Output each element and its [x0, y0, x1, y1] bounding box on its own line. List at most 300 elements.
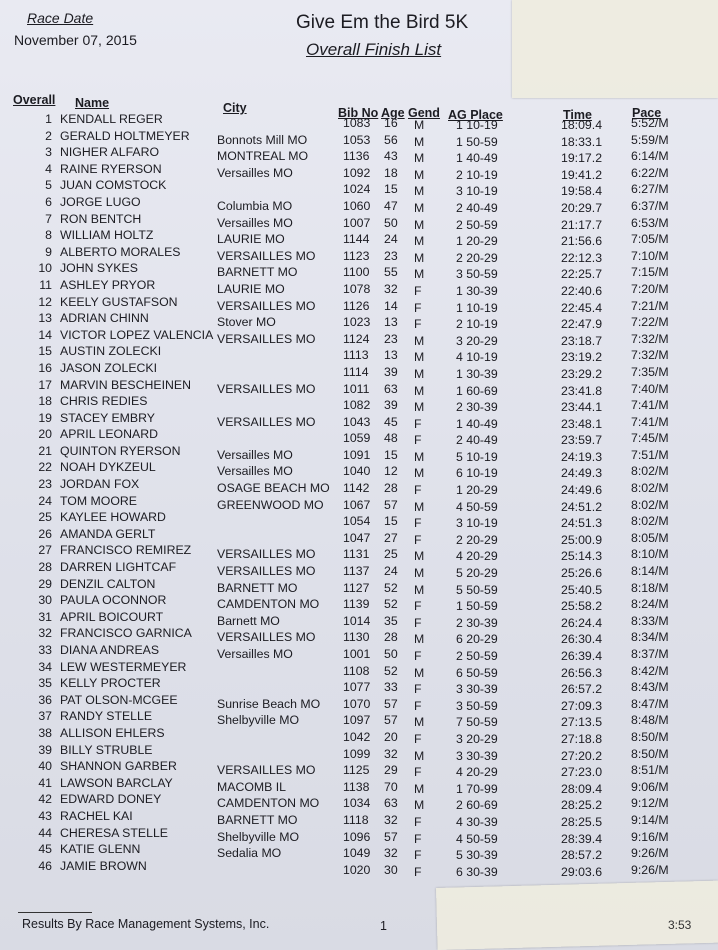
col-header-pace: Pace [632, 106, 662, 120]
cell-age: 47 [384, 198, 398, 213]
cell-overall: 15 [38, 344, 52, 359]
cell-age: 45 [384, 414, 398, 429]
cell-ag-place: 6 50-59 [456, 665, 498, 680]
cell-city: Versailles MO [217, 647, 293, 661]
cell-age: 52 [384, 597, 398, 612]
cell-gender: M [414, 151, 425, 166]
cell-pace: 9:14/M [631, 812, 669, 827]
cell-city: Bonnots Mill MO [217, 132, 308, 147]
cell-overall: 18 [38, 394, 52, 409]
cell-city: CAMDENTON MO [217, 597, 320, 612]
cell-ag-place: 2 40-49 [456, 433, 498, 448]
table-row [0, 194, 718, 215]
table-row [0, 742, 718, 763]
table-row [0, 128, 718, 149]
cell-ag-place: 4 50-59 [456, 499, 498, 514]
cell-gender: M [414, 449, 425, 464]
cell-overall: 2 [45, 128, 52, 143]
cell-time: 18:33.1 [561, 134, 603, 149]
cell-pace: 5:59/M [631, 132, 669, 147]
cell-gender: M [414, 250, 425, 265]
cell-pace: 8:51/M [631, 763, 669, 778]
cell-gender: F [414, 731, 422, 746]
cell-time: 23:41.8 [561, 383, 603, 398]
table-row [0, 676, 718, 697]
cell-time: 24:49.6 [561, 483, 603, 498]
cell-age: 27 [384, 530, 398, 545]
cell-gender: F [414, 317, 422, 332]
cell-pace: 6:37/M [631, 198, 669, 213]
cell-time: 18:09.4 [561, 118, 603, 132]
race-date-value: November 07, 2015 [14, 32, 137, 48]
cell-gender: M [414, 366, 425, 381]
cell-name: PAULA OCONNOR [60, 593, 167, 608]
cell-time: 23:59.7 [561, 433, 603, 448]
cell-age: 30 [384, 862, 398, 877]
cell-time: 26:39.4 [561, 649, 603, 663]
cell-ag-place: 3 50-59 [456, 267, 498, 282]
cell-city: VERSAILLES MO [217, 547, 316, 562]
cell-name: MARVIN BESCHEINEN [60, 377, 191, 392]
cell-pace: 8:48/M [631, 713, 669, 728]
cell-bib: 1130 [343, 630, 370, 645]
cell-overall: 35 [38, 676, 52, 691]
col-header-name: Name [75, 96, 110, 110]
cell-bib: 1083 [343, 116, 371, 130]
table-row [0, 244, 718, 265]
cell-overall: 29 [38, 576, 52, 591]
cell-ag-place: 1 40-49 [456, 151, 498, 166]
cell-name: ALBERTO MORALES [60, 244, 181, 259]
cell-overall: 22 [38, 460, 52, 475]
cell-city: OSAGE BEACH MO [217, 481, 330, 496]
cell-overall: 39 [38, 742, 52, 757]
table-row [0, 560, 718, 581]
cell-city: VERSAILLES MO [217, 564, 316, 579]
cell-name: WILLIAM HOLTZ [60, 228, 154, 243]
cell-bib: 1053 [343, 132, 371, 147]
cell-bib: 1144 [343, 232, 370, 247]
cell-time: 21:56.6 [561, 234, 603, 249]
cell-bib: 1047 [343, 530, 371, 545]
cell-ag-place: 3 10-19 [456, 184, 498, 199]
cell-pace: 7:32/M [631, 331, 669, 346]
cell-age: 32 [384, 846, 398, 861]
cell-name: AMANDA GERLT [60, 526, 156, 541]
cell-gender: M [414, 781, 425, 796]
table-row [0, 377, 718, 398]
cell-pace: 8:50/M [631, 746, 669, 761]
cell-overall: 36 [38, 692, 52, 707]
cell-ag-place: 1 10-19 [456, 300, 498, 315]
cell-age: 24 [384, 232, 398, 247]
cell-overall: 30 [38, 593, 52, 608]
cell-bib: 1014 [343, 613, 371, 628]
cell-overall: 40 [38, 759, 52, 774]
cell-overall: 41 [38, 775, 52, 790]
table-row [0, 593, 718, 614]
cell-ag-place: 1 50-59 [456, 134, 498, 149]
cell-age: 57 [384, 696, 398, 711]
cell-city: VERSAILLES MO [217, 630, 316, 645]
cell-name: DENZIL CALTON [60, 576, 156, 591]
cell-gender: M [414, 566, 425, 581]
table-row [0, 709, 718, 730]
cell-time: 25:26.6 [561, 566, 603, 581]
cell-time: 24:49.3 [561, 466, 603, 481]
cell-time: 19:58.4 [561, 184, 603, 199]
cell-time: 21:17.7 [561, 217, 603, 232]
cell-city: BARNETT MO [217, 580, 298, 595]
table-row [0, 344, 718, 365]
cell-ag-place: 2 50-59 [456, 649, 498, 663]
cell-ag-place: 2 20-29 [456, 250, 498, 265]
cell-name: FRANCISCO REMIREZ [60, 543, 192, 558]
print-time-fragment: 3:53 [668, 918, 692, 932]
cell-bib: 1040 [343, 464, 371, 479]
cell-city: MACOMB IL [217, 779, 287, 794]
cell-age: 15 [384, 447, 398, 462]
cell-age: 43 [384, 149, 398, 164]
col-header-city: City [223, 101, 247, 115]
cell-name: JOHN SYKES [60, 261, 138, 276]
cell-age: 15 [384, 182, 398, 197]
table-row [0, 410, 718, 431]
cell-overall: 12 [38, 294, 52, 309]
cell-ag-place: 2 20-29 [456, 532, 498, 547]
cell-time: 25:58.2 [561, 599, 603, 614]
cell-gender: M [414, 167, 425, 182]
cell-bib: 1077 [343, 680, 371, 695]
table-row [0, 261, 718, 282]
cell-age: 13 [384, 315, 398, 330]
cell-pace: 9:26/M [631, 862, 669, 877]
cell-gender: M [414, 234, 425, 249]
table-row [0, 427, 718, 448]
cell-name: TOM MOORE [60, 493, 137, 508]
cell-age: 52 [384, 663, 398, 678]
cell-ag-place: 5 50-59 [456, 582, 498, 597]
cell-time: 27:18.8 [561, 731, 603, 746]
cell-pace: 7:22/M [631, 315, 669, 330]
cell-age: 56 [384, 132, 398, 147]
table-row [0, 643, 718, 663]
cell-city: GREENWOOD MO [217, 497, 324, 512]
cell-age: 16 [384, 116, 398, 130]
cell-city: Stover MO [217, 315, 276, 330]
cell-ag-place: 3 20-29 [456, 333, 498, 348]
cell-overall: 6 [45, 194, 52, 209]
cell-pace: 8:42/M [631, 663, 669, 678]
cell-name: JAMIE BROWN [60, 858, 147, 873]
cell-bib: 1060 [343, 198, 371, 213]
cell-pace: 8:14/M [631, 564, 669, 579]
cell-city: MONTREAL MO [217, 149, 309, 164]
cell-ag-place: 2 40-49 [456, 200, 498, 215]
table-row [0, 842, 718, 863]
table-row [0, 725, 718, 746]
cell-overall: 24 [38, 493, 52, 508]
cell-time: 20:29.7 [561, 200, 603, 215]
cell-gender: M [414, 350, 425, 365]
cell-name: DARREN LIGHTCAF [60, 560, 177, 575]
cell-ag-place: 3 30-39 [456, 748, 498, 763]
cell-bib: 1142 [343, 481, 370, 496]
cell-overall: 25 [38, 510, 52, 525]
table-row [0, 178, 718, 199]
cell-overall: 33 [38, 643, 52, 657]
cell-bib: 1067 [343, 497, 371, 512]
cell-pace: 7:41/M [631, 414, 669, 429]
cell-gender: F [414, 283, 422, 298]
cell-pace: 7:41/M [631, 398, 669, 413]
table-row [0, 145, 718, 166]
table-row [0, 825, 718, 846]
cell-overall: 1 [45, 112, 52, 126]
cell-city: Shelbyville MO [217, 829, 300, 844]
cell-age: 57 [384, 829, 398, 844]
cell-pace: 6:14/M [631, 149, 669, 164]
cell-name: EDWARD DONEY [60, 792, 162, 807]
table-row [0, 228, 718, 249]
cell-overall: 11 [39, 277, 52, 292]
tape-top-right [512, 0, 718, 98]
cell-overall: 19 [38, 410, 52, 425]
cell-pace: 7:32/M [631, 348, 669, 363]
cell-city: BARNETT MO [217, 265, 298, 280]
cell-overall: 28 [38, 560, 52, 575]
cell-city: VERSAILLES MO [217, 381, 316, 396]
cell-name: RAINE RYERSON [60, 161, 162, 176]
cell-overall: 20 [38, 427, 52, 442]
table-row [0, 443, 718, 464]
cell-gender: M [414, 267, 425, 282]
cell-time: 28:57.2 [561, 848, 603, 863]
cell-pace: 7:10/M [631, 248, 669, 263]
cell-age: 39 [384, 398, 398, 413]
cell-ag-place: 4 30-39 [456, 814, 498, 829]
cell-time: 25:14.3 [561, 549, 603, 564]
table-row [0, 327, 718, 348]
cell-name: KATIE GLENN [60, 842, 141, 857]
table-row [0, 510, 718, 531]
cell-city: Versailles MO [217, 464, 293, 479]
cell-age: 32 [384, 746, 398, 761]
cell-time: 28:09.4 [561, 781, 603, 796]
cell-gender: M [414, 200, 425, 215]
cell-pace: 7:40/M [631, 381, 669, 396]
cell-time: 22:40.6 [561, 283, 603, 298]
cell-ag-place: 6 20-29 [456, 632, 498, 647]
cell-overall: 4 [45, 161, 52, 176]
cell-bib: 1054 [343, 514, 371, 529]
cell-ag-place: 1 20-29 [456, 483, 498, 498]
cell-bib: 1131 [343, 547, 370, 562]
cell-ag-place: 2 10-19 [456, 317, 498, 332]
cell-name: KAYLEE HOWARD [60, 510, 166, 525]
cell-bib: 1070 [343, 696, 371, 711]
cell-bib: 1139 [343, 597, 370, 612]
cell-age: 55 [384, 265, 398, 280]
cell-time: 23:18.7 [561, 333, 603, 348]
table-row [0, 460, 718, 481]
cell-name: NIGHER ALFARO [60, 145, 160, 160]
cell-pace: 8:43/M [631, 680, 669, 695]
col-header-time: Time [563, 108, 592, 122]
cell-time: 19:41.2 [561, 167, 603, 182]
cell-ag-place: 3 30-39 [456, 682, 498, 697]
cell-overall: 13 [38, 311, 52, 326]
cell-name: JASON ZOLECKI [60, 360, 158, 375]
cell-gender: F [414, 831, 422, 846]
table-row [0, 526, 718, 547]
cell-age: 52 [384, 580, 398, 595]
cell-name: JORGE LUGO [60, 194, 141, 209]
cell-overall: 44 [38, 825, 52, 840]
cell-ag-place: 1 60-69 [456, 383, 498, 398]
cell-bib: 1138 [343, 779, 370, 794]
cell-time: 23:48.1 [561, 416, 603, 431]
cell-time: 25:40.5 [561, 582, 603, 597]
cell-overall: 42 [38, 792, 52, 807]
cell-pace: 7:20/M [631, 281, 669, 296]
table-row [0, 692, 718, 713]
cell-name: RANDY STELLE [60, 709, 153, 724]
cell-age: 28 [384, 481, 398, 496]
cell-gender: F [414, 300, 422, 315]
cell-ag-place: 1 20-29 [456, 234, 498, 249]
cell-age: 63 [384, 796, 398, 811]
cell-time: 28:39.4 [561, 831, 603, 846]
cell-age: 33 [384, 680, 398, 695]
cell-time: 24:19.3 [561, 449, 603, 464]
cell-pace: 8:02/M [631, 481, 669, 496]
cell-bib: 1126 [343, 298, 370, 313]
cell-bib: 1049 [343, 846, 371, 861]
cell-name: KENDALL REGER [60, 112, 163, 126]
cell-gender: M [414, 400, 425, 415]
cell-name: ADRIAN CHINN [60, 311, 149, 326]
cell-name: RON BENTCH [60, 211, 142, 226]
cell-gender: F [414, 814, 422, 829]
cell-age: 57 [384, 713, 398, 728]
cell-time: 23:29.2 [561, 366, 603, 381]
cell-city: VERSAILLES MO [217, 414, 316, 429]
cell-gender: M [414, 665, 425, 680]
cell-age: 25 [384, 547, 398, 562]
cell-ag-place: 4 10-19 [456, 350, 498, 365]
cell-city: LAURIE MO [217, 281, 285, 296]
cell-ag-place: 2 50-59 [456, 217, 498, 232]
cell-gender: M [414, 118, 425, 132]
cell-ag-place: 7 50-59 [456, 715, 498, 730]
cell-bib: 1020 [343, 862, 371, 877]
table-row [0, 858, 718, 879]
table-row [0, 576, 718, 597]
table-row [0, 808, 718, 829]
cell-city: Shelbyville MO [217, 713, 300, 728]
cell-pace: 9:12/M [631, 796, 669, 811]
cell-name: JORDAN FOX [60, 477, 140, 492]
col-header-gender: Gend [408, 106, 440, 120]
cell-overall: 5 [45, 178, 52, 193]
cell-age: 15 [384, 514, 398, 529]
cell-overall: 16 [38, 360, 52, 375]
cell-pace: 8:02/M [631, 464, 669, 479]
cell-gender: F [414, 848, 422, 863]
cell-pace: 8:24/M [631, 597, 669, 612]
table-row [0, 311, 718, 332]
cell-name: JUAN COMSTOCK [60, 178, 167, 193]
cell-overall: 21 [38, 443, 52, 458]
cell-pace: 8:02/M [631, 497, 669, 512]
cell-name: GERALD HOLTMEYER [60, 128, 190, 143]
cell-ag-place: 2 30-39 [456, 615, 498, 630]
cell-bib: 1043 [343, 414, 371, 429]
cell-age: 48 [384, 431, 398, 446]
cell-age: 70 [384, 779, 398, 794]
cell-bib: 1127 [343, 580, 370, 595]
cell-bib: 1123 [343, 248, 370, 263]
cell-pace: 7:21/M [631, 298, 669, 313]
cell-pace: 6:53/M [631, 215, 669, 230]
cell-time: 28:25.5 [561, 814, 603, 829]
cell-pace: 5:52/M [631, 116, 669, 130]
cell-city: VERSAILLES MO [217, 248, 316, 263]
cell-bib: 1011 [343, 381, 370, 396]
cell-gender: F [414, 599, 422, 614]
cell-bib: 1137 [343, 564, 370, 579]
cell-overall: 46 [38, 858, 52, 873]
cell-time: 26:24.4 [561, 615, 603, 630]
cell-pace: 8:05/M [631, 530, 669, 545]
cell-name: CHRIS REDIES [60, 394, 148, 409]
cell-city: Versailles MO [217, 447, 293, 462]
cell-pace: 6:27/M [631, 182, 669, 197]
cell-name: PAT OLSON-MCGEE [60, 692, 178, 707]
cell-bib: 1124 [343, 331, 370, 346]
table-row [0, 394, 718, 415]
cell-gender: F [414, 698, 422, 713]
cell-pace: 7:51/M [631, 447, 669, 462]
cell-bib: 1023 [343, 315, 371, 330]
table-row [0, 493, 718, 514]
cell-gender: M [414, 466, 425, 481]
cell-age: 12 [384, 464, 398, 479]
cell-ag-place: 5 30-39 [456, 848, 498, 863]
cell-time: 28:25.2 [561, 798, 603, 813]
cell-age: 32 [384, 812, 398, 827]
cell-time: 25:00.9 [561, 532, 603, 547]
cell-time: 27:13.5 [561, 715, 603, 730]
cell-city: VERSAILLES MO [217, 298, 316, 313]
cell-time: 26:57.2 [561, 682, 603, 697]
cell-time: 24:51.2 [561, 499, 603, 514]
cell-gender: M [414, 134, 425, 149]
table-row [0, 626, 718, 647]
cell-overall: 8 [45, 228, 52, 243]
cell-ag-place: 4 50-59 [456, 831, 498, 846]
cell-overall: 43 [38, 808, 52, 823]
cell-time: 24:51.3 [561, 516, 603, 531]
cell-city: Columbia MO [217, 198, 293, 213]
cell-time: 27:20.2 [561, 748, 603, 763]
cell-age: 23 [384, 331, 398, 346]
cell-pace: 9:16/M [631, 829, 669, 844]
cell-age: 57 [384, 497, 398, 512]
cell-time: 23:19.2 [561, 350, 603, 365]
page-subtitle: Overall Finish List [306, 40, 442, 59]
